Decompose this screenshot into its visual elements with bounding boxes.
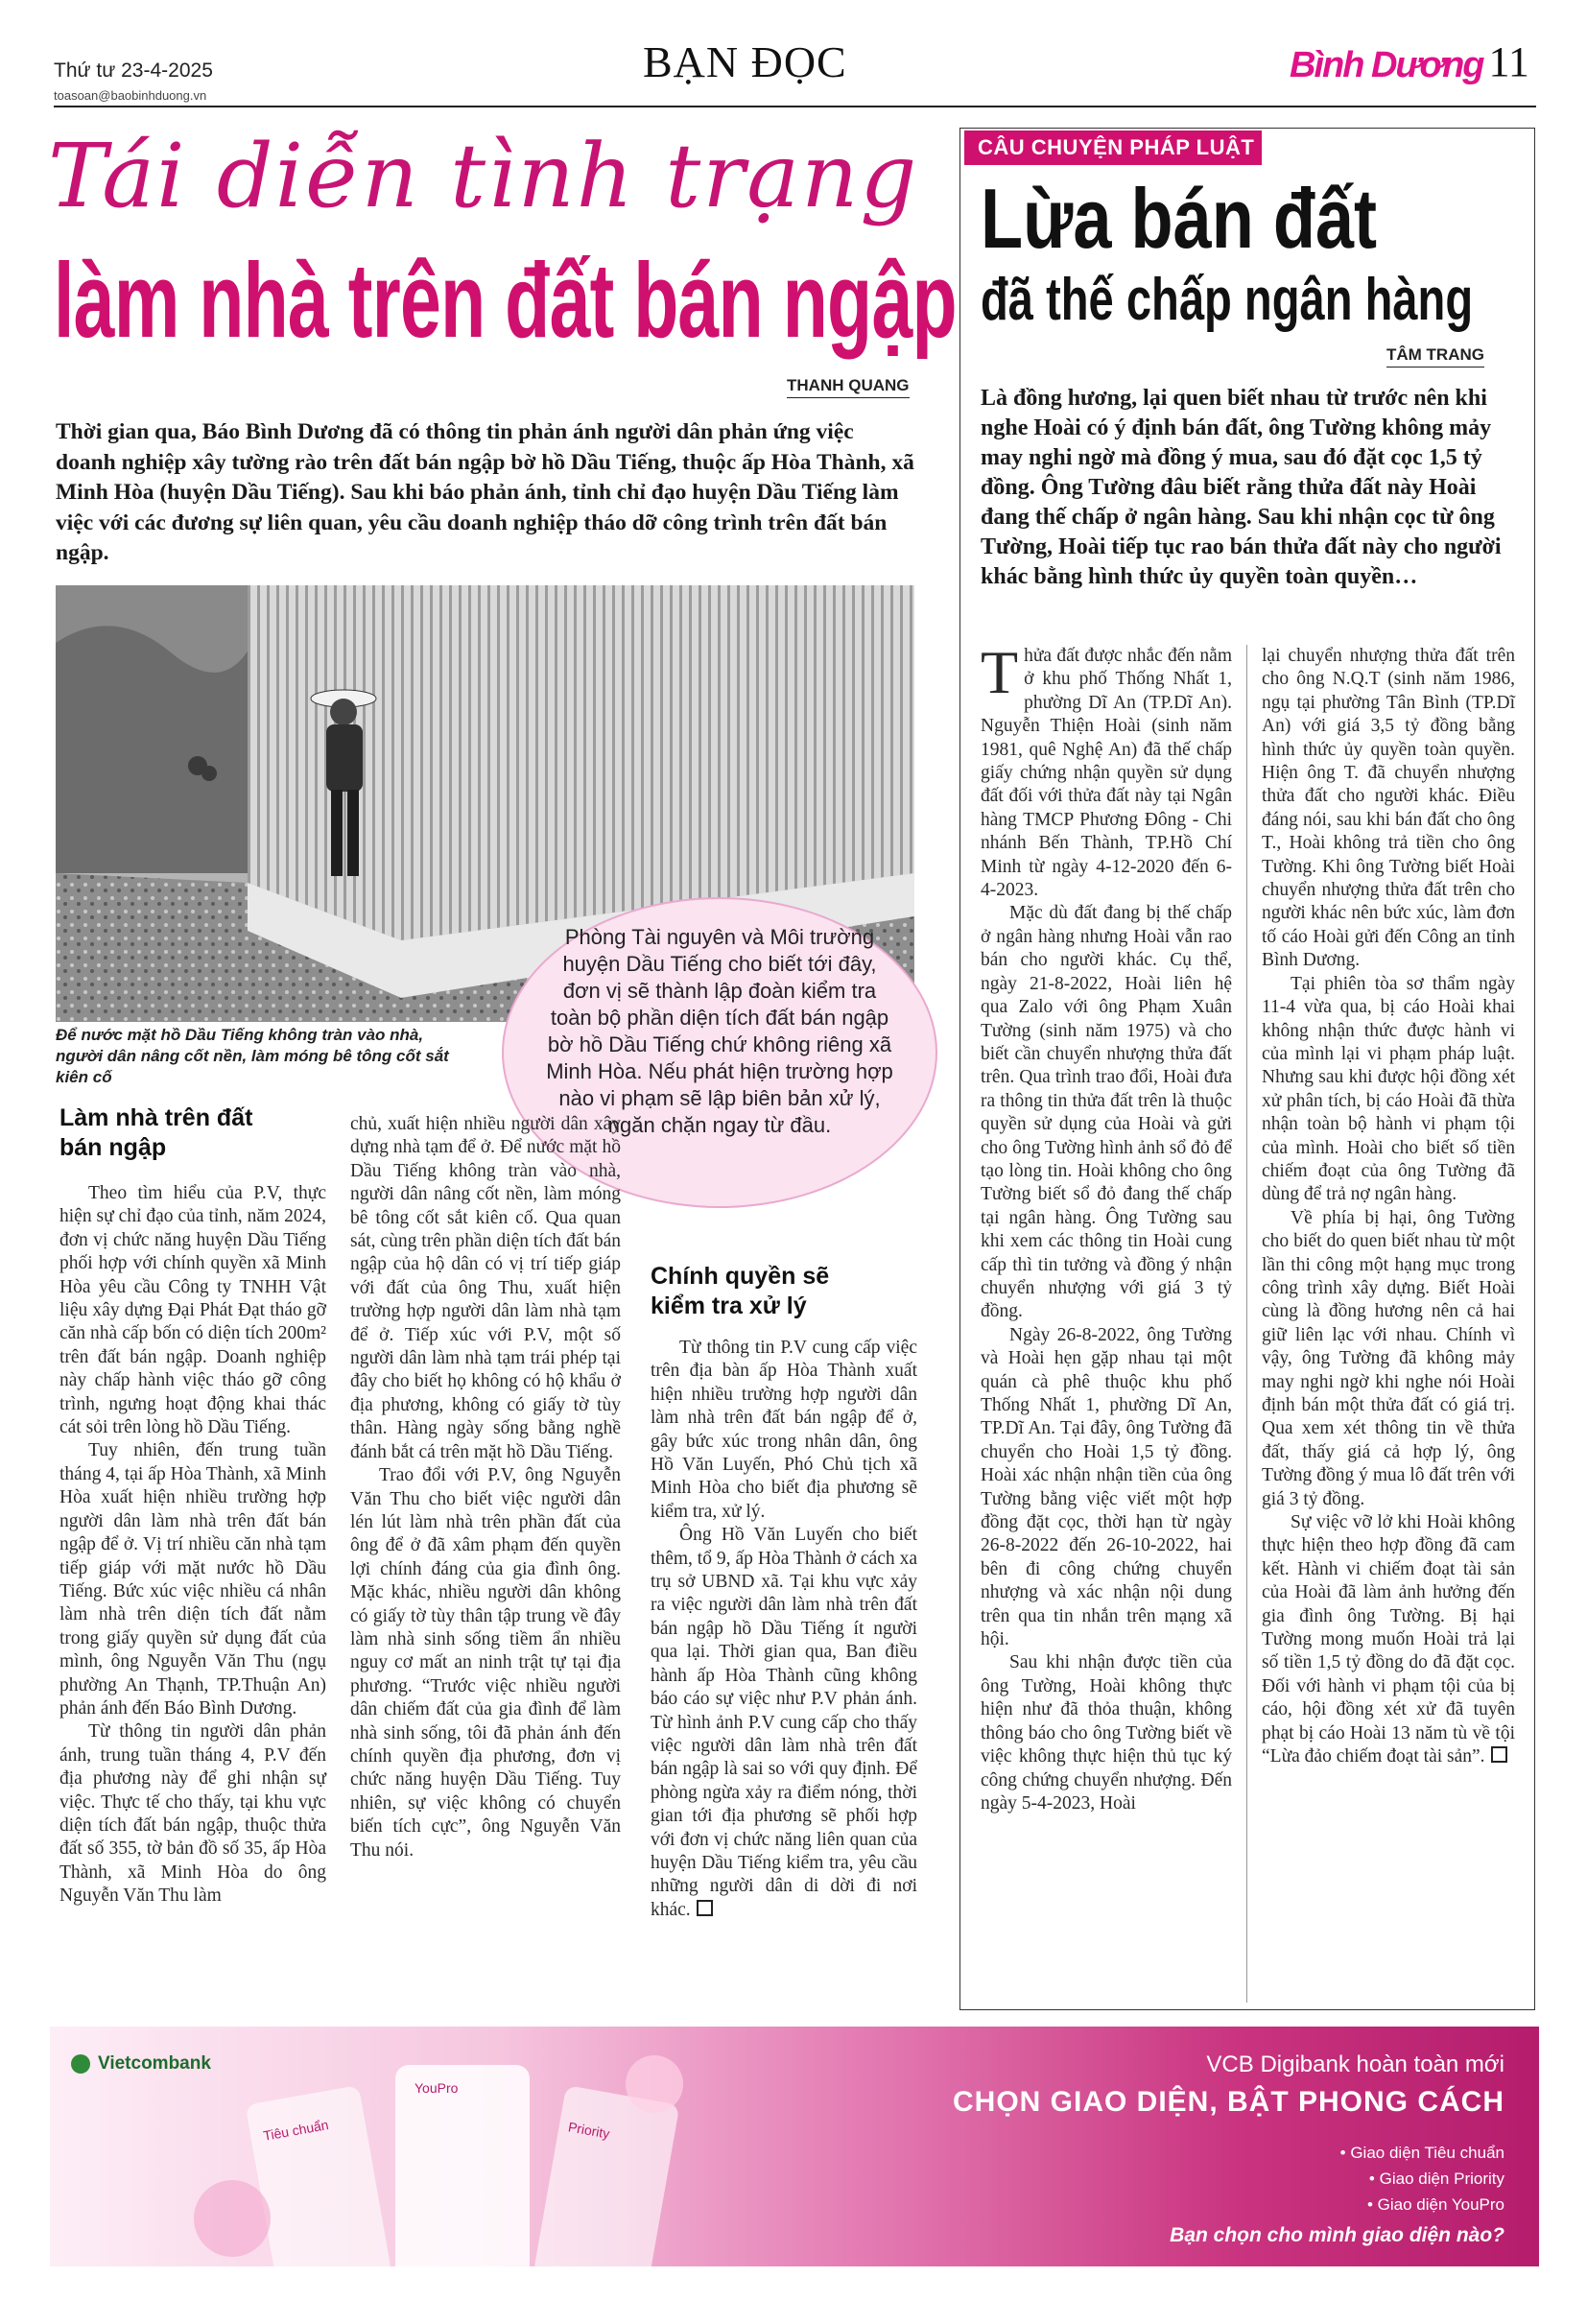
side-col1-p3: Ngày 26-8-2022, ông Tường và Hoài hẹn gặp nhau tại một quán cà phê thuộc khu phố Thống Nhất 1, phường Dĩ An, TP.Dĩ An. Tại đây, ông Tường đã chuyển cho Hoài 1,5 tỷ đồng. Hoài xác nhận nhận tiền của ông Tường bằng việc viết một hợp đồng đặt cọc, thời hạn từ ngày 26-8-2022 đến 26-10-2022, hai bên đi công chứng chuyển nhượng và xác nhận nội dung trên qua tin nhắn trên mạng xã hội.: [981, 1324, 1232, 1650]
ad-bullet-1-text: Giao diện Tiêu chuẩn: [1350, 2144, 1504, 2162]
main-title-bold-text: làm nhà trên đất bán ngập: [54, 242, 957, 360]
main-col1-p3: Từ thông tin người dân phản ánh, trung tuần tháng 4, P.V đến địa phương này để ghi nhận sự việc. Thực tế cho thấy, tại khu vực diện tích đất bán ngập, thuộc thửa đất số 355, tờ bản đồ số 35, ấp Hòa Thành, xã Minh Hòa do ông Nguyễn Văn Thu làm: [59, 1721, 326, 1907]
drop-cap: T: [981, 638, 1019, 706]
section-title: BẠN ĐỌC: [643, 37, 847, 86]
side-title-2: đã thế chấp ngân hàng: [981, 267, 1474, 333]
main-col3-p2: Ông Hồ Văn Luyến cho biết thêm, tổ 9, ấp Hòa Thành ở cách xa trụ sở UBND xã. Tại khu vực xảy ra việc người dân làm nhà trên đất bán ngập hồ Dầu Tiếng ít người qua lại. Thời gian qua, Ban điều hành ấp Hòa Thành cũng không báo cáo sự việc như P.V phản ánh. Từ hình ảnh P.V cung cấp cho thấy việc người dân làm nhà trên đất bán ngập là sai so với quy định. Để phòng ngừa xảy ra điểm nóng, thời gian tới địa phương sẽ phối hợp với đơn vị chức năng liên quan của huyện Dầu Tiếng kiểm tra, yêu cầu những người dân di dời đi nơi khác.: [651, 1525, 917, 1920]
main-col3-p1: Từ thông tin P.V cung cấp việc trên địa bàn ấp Hòa Thành xuất hiện nhiều trường hợp người dân làm nhà trên đất bán ngập để ở, gây bức xúc trong nhân dân, ông Hồ Văn Luyến, Phó Chủ tịch xã Minh Hòa cho biết địa phương sẽ kiểm tra, xử lý.: [651, 1338, 917, 1522]
ad-headline: CHỌN GIAO DIỆN, BẬT PHONG CÁCH: [952, 2086, 1504, 2118]
side-col2-p3: Về phía bị hại, ông Tường cho biết do quen biết nhau từ một lần thi công một hạng mục trong công trình xây dựng. Biết Hoài cùng là đồng hương nên cả hai giữ liên lạc với nhau. Chính vì vậy, ông Tường đã không mảy may nghi ngờ khi nghe nói Hoài định bán một thửa đất có giá trị. Qua xem xét thông tin về thửa đất, thấy giá cả hợp lý, ông Tường đồng ý mua lô đất trên với giá 3 tỷ đồng.: [1262, 1207, 1515, 1509]
main-author: THANH QUANG: [787, 376, 910, 398]
brand-name: Bình Dương: [1290, 45, 1483, 85]
main-col2-p1: chủ, xuất hiện nhiều người dân xây dựng nhà tạm để ở. Để nước mặt hồ Dầu Tiếng không tràn vào nhà, người dân nâng cốt nền, làm móng bê tông cốt sắt kiên cố. Qua quan sát, cùng trên phần diện tích đất bán ngập của hộ dân có vị trí tiếp giáp với đất của ông Thu, xuất hiện trường hợp người dân làm nhà tạm để ở. Tiếp xúc với P.V, một số người dân làm nhà tạm trái phép tại đây cho biết họ không có hộ khẩu ở địa phương, không có giấy tờ tùy thân. Hàng ngày sống bằng nghề đánh bắt cá trên mặt hồ Dầu Tiếng.: [350, 1114, 621, 1462]
main-col-3: [651, 1337, 917, 1922]
side-col1-p2: Mặc dù đất đang bị thế chấp ở ngân hàng nhưng Hoài vẫn rao bán cho người khác. Cụ thể, ngày 21-8-2022, Hoài liên hệ qua Zalo với ông Phạm Xuân Tường (sinh năm 1975) và cho biết cần chuyển nhượng thửa đất trên. Qua trình trao đổi, Hoài đưa ra thông tin thửa đất trên là thuộc quyền sử dụng của Hoài và gửi cho ông Tường hình ảnh sổ đỏ để tạo lòng tin. Hoài không cho ông Tường biết sổ đỏ đang thế chấp tại ngân hàng. Ông Tường sau khi xem các thông tin Hoài cung cấp thì tin tưởng và đồng ý nhận chuyển nhượng với giá 3 tỷ đồng.: [981, 903, 1232, 1322]
main-col1-p2: Tuy nhiên, đến trung tuần tháng 4, tại ấp Hòa Thành, xã Minh Hòa xuất hiện nhiều trường hợp người dân làm nhà trên đất bán ngập để ở. Vị trí nhiều căn nhà tạm tiếp giáp với mặt nước hồ Dầu Tiếng. Bức xúc việc nhiều cá nhân làm nhà trên diện tích đất nằm trong giấy quyền sử dụng đất của mình, ông Nguyễn Văn Thu (ngụ phường An Thạnh, TP.Thuận An) phản ánh đến Báo Bình Dương.: [59, 1440, 326, 1719]
end-mark-icon: [697, 1900, 713, 1916]
main-col2-p2: Trao đổi với P.V, ông Nguyễn Văn Thu cho biết việc người dân lén lút làm nhà trên phần đất của ông để ở đã xâm phạm đến quyền lợi chính đáng của gia đình ông. Mặc khác, nhiều người dân không có giấy tờ tùy thân tập trung về đây làm nhà sinh sống tiềm ẩn nhiều nguy cơ mất an ninh trật tự tại địa phương. “Trước việc nhiều người dân chiếm đất của gia đình để làm nhà sinh sống, tôi đã phản ánh đến chính quyền địa phương, đơn vị chức năng huyện Dầu Tiếng. Tuy nhiên, sự việc không có chuyển biến tích cực”, ông Nguyễn Văn Thu nói.: [350, 1465, 621, 1861]
photo-caption: Để nước mặt hồ Dầu Tiếng không tràn vào nhà, người dân nâng cốt nền, làm móng bê tông cốt sắt kiên cố: [56, 1026, 449, 1086]
ad-headline-small: VCB Digibank hoàn toàn mới: [1206, 2051, 1504, 2077]
side-lead: Là đồng hương, lại quen biết nhau từ trước nên khi nghe Hoài có ý định bán đất, ông Tường không mảy may nghi ngờ mà đồng ý mua, sau đó đặt cọc 1,5 tỷ đồng. Ông Tường đâu biết rằng thửa đất này Hoài đang thế chấp ở ngân hàng. Sau khi nhận cọc từ ông Tường, Hoài tiếp tục rao bán thửa đất này cho người khác bằng hình thức ủy quyền toàn quyền…: [981, 386, 1502, 589]
side-col2-p4-wrap: [1262, 1511, 1515, 1768]
main-col-1: [59, 1182, 326, 1909]
ad-bullet-2-text: Giao diện Priority: [1379, 2170, 1504, 2188]
side-column-rule: [1246, 645, 1247, 2003]
ad-brand: Vietcombank: [98, 2053, 211, 2074]
main-title-script: Tái diễn tình trạng: [48, 125, 919, 227]
ad-phone-label-1: Tiêu chuẩn: [262, 2117, 330, 2144]
ad-banner[interactable]: [50, 2027, 1539, 2266]
side-col2-p1: lại chuyển nhượng thửa đất trên cho ông N.Q.T (sinh năm 1986, ngụ tại phường Tân Bình (TP.Dĩ An) với giá 3,5 tỷ đồng bằng hình thức ủy quyền toàn quyền. Hiện ông T. đã chuyển nhượng thửa đất cho người khác. Điều đáng nói, sau khi bán đất cho ông T., Hoài không trả tiền cho ông Tường. Khi ông Tường biết Hoài chuyển nhượng thửa đất trên cho người khác nên bức xúc, làm đơn tố cáo Hoài gửi đến Công an tỉnh Bình Dương.: [1262, 646, 1515, 971]
ad-tagline: Bạn chọn cho mình giao diện nào?: [1170, 2224, 1504, 2246]
ad-bullet-1: • Giao diện Tiêu chuẩn: [1339, 2144, 1504, 2162]
newsroom-email: toasoan@baobinhduong.vn: [54, 88, 207, 103]
side-col2-p4: Sự việc vỡ lở khi Hoài không thực hiện theo hợp đồng đã cam kết. Hành vi chiếm đoạt tài sản của Hoài đã làm ảnh hưởng đến gia đình ông Tường. Bị hại Tường mong muốn Hoài trả lại số tiền 1,5 tỷ đồng do đã đặt cọc. Đối với hành vi phạm tội của bị cáo, hội đồng xét xử đã tuyên phạt bị cáo Hoài 13 năm tù về tội “Lừa đảo chiếm đoạt tài sản”.: [1262, 1512, 1515, 1767]
side-title-1-wrap: [981, 173, 1518, 269]
main-col1-p1: Theo tìm hiểu của P.V, thực hiện sự chỉ đạo của tỉnh, năm 2024, đơn vị chức năng huyện Dầu Tiếng phối hợp với chính quyền xã Minh Hòa yêu cầu Công ty TNHH Vật liệu xây dựng Đại Phát Đạt tháo gỡ căn nhà cấp bốn có diện tích 200m² trên đất bán ngập. Doanh nghiệp này chấp hành việc tháo gỡ công trình, ngưng hoạt động khai thác cát sỏi trên lòng hồ Dầu Tiếng.: [59, 1183, 326, 1438]
brand-logo: [1290, 38, 1529, 86]
issue-date: Thứ tư 23-4-2025: [54, 59, 213, 82]
side-kicker: CÂU CHUYỆN PHÁP LUẬT: [964, 130, 1262, 165]
main-col-2: [350, 1113, 621, 1862]
side-title-1: Lừa bán đất: [981, 171, 1378, 266]
side-col1-p4: Sau khi nhận được tiền của ông Tường, Hoài không thực hiện như đã thỏa thuận, không thông báo cho ông Tường biết về việc không thực hiện thủ tục ký công chứng chuyển nhượng. Đến ngày 5-4-2023, Hoài: [981, 1652, 1232, 1814]
side-col1-first-wrap: [981, 638, 1232, 902]
page-number: 11: [1488, 38, 1529, 85]
main-col3-p2-wrap: [651, 1524, 917, 1922]
main-title-bold: [54, 240, 957, 365]
subhead-lam-nha: Làm nhà trên đất bán ngập: [59, 1104, 253, 1161]
side-author: TÂM TRANG: [1386, 345, 1484, 368]
ad-phone-label-2: YouPro: [415, 2080, 459, 2096]
ad-bullet-3: • Giao diện YouPro: [1366, 2195, 1504, 2214]
side-col2-p2: Tại phiên tòa sơ thẩm ngày 11-4 vừa qua, bị cáo Hoài khai không nhận thức được hành vi của mình lại vi phạm pháp luật. Nhưng sau khi được hội đồng xét xử phân tích, bị cáo Hoài đã thừa nhận toàn bộ hành vi phạm tội của mình. Hoài cho biết số tiền chiếm đoạt của ông Tường đã dùng để trả nợ ngân hàng.: [1262, 973, 1515, 1205]
side-title-2-wrap: [981, 269, 1518, 336]
ad-bullet-3-text: Giao diện YouPro: [1377, 2195, 1504, 2214]
vietcombank-logo-icon: [71, 2054, 90, 2074]
ad-phone-art: [165, 2027, 702, 2266]
ad-bullet-2: • Giao diện Priority: [1368, 2170, 1504, 2188]
header-rule: [54, 106, 1536, 107]
main-lead: Thời gian qua, Báo Bình Dương đã có thông tin phản ánh người dân phản ứng việc doanh nghiệp xây tường rào trên đất bán ngập bờ hồ Dầu Tiếng, thuộc ấp Hòa Thành, xã Minh Hòa (huyện Dầu Tiếng). Sau khi báo phản ánh, tỉnh chỉ đạo huyện Dầu Tiếng làm việc với các đương sự liên quan, yêu cầu doanh nghiệp tháo dỡ công trình trên đất bán ngập.: [56, 419, 914, 565]
side-col1-first: hửa đất được nhắc đến nằm ở khu phố Thống Nhất 1, phường Dĩ An (TP.Dĩ An). Nguyễn Thiện Hoài (sinh năm 1981, quê Nghệ An) đã thế chấp giấy chứng nhận quyền sử dụng đất đối với thửa đất này tại Ngân hàng TMCP Phương Đông - Chi nhánh Bến Thành, TP.Hồ Chí Minh từ ngày 4-12-2020 đến 6-4-2023.: [981, 646, 1232, 901]
side-end-mark-icon: [1491, 1746, 1507, 1763]
ad-bullets: [1340, 2140, 1504, 2217]
ad-phone-label-3: Priority: [566, 2119, 611, 2142]
side-col-2: [1262, 645, 1515, 1769]
subhead-chinh-quyen: Chính quyền sẽ kiểm tra xử lý: [651, 1263, 830, 1319]
pull-quote-text: Phòng Tài nguyên và Môi trường huyện Dầu Tiếng cho biết tới đây, đơn vị sẽ thành lập đoàn kiểm tra toàn bộ phần diện tích đất bán ngập bờ hồ Dầu Tiếng chứ không riêng xã Minh Hòa. Nếu phát hiện trường hợp nào vi phạm sẽ lập biên bản xử lý, ngăn chặn ngay từ đầu.: [546, 925, 893, 1137]
side-col-1: [981, 638, 1232, 1815]
